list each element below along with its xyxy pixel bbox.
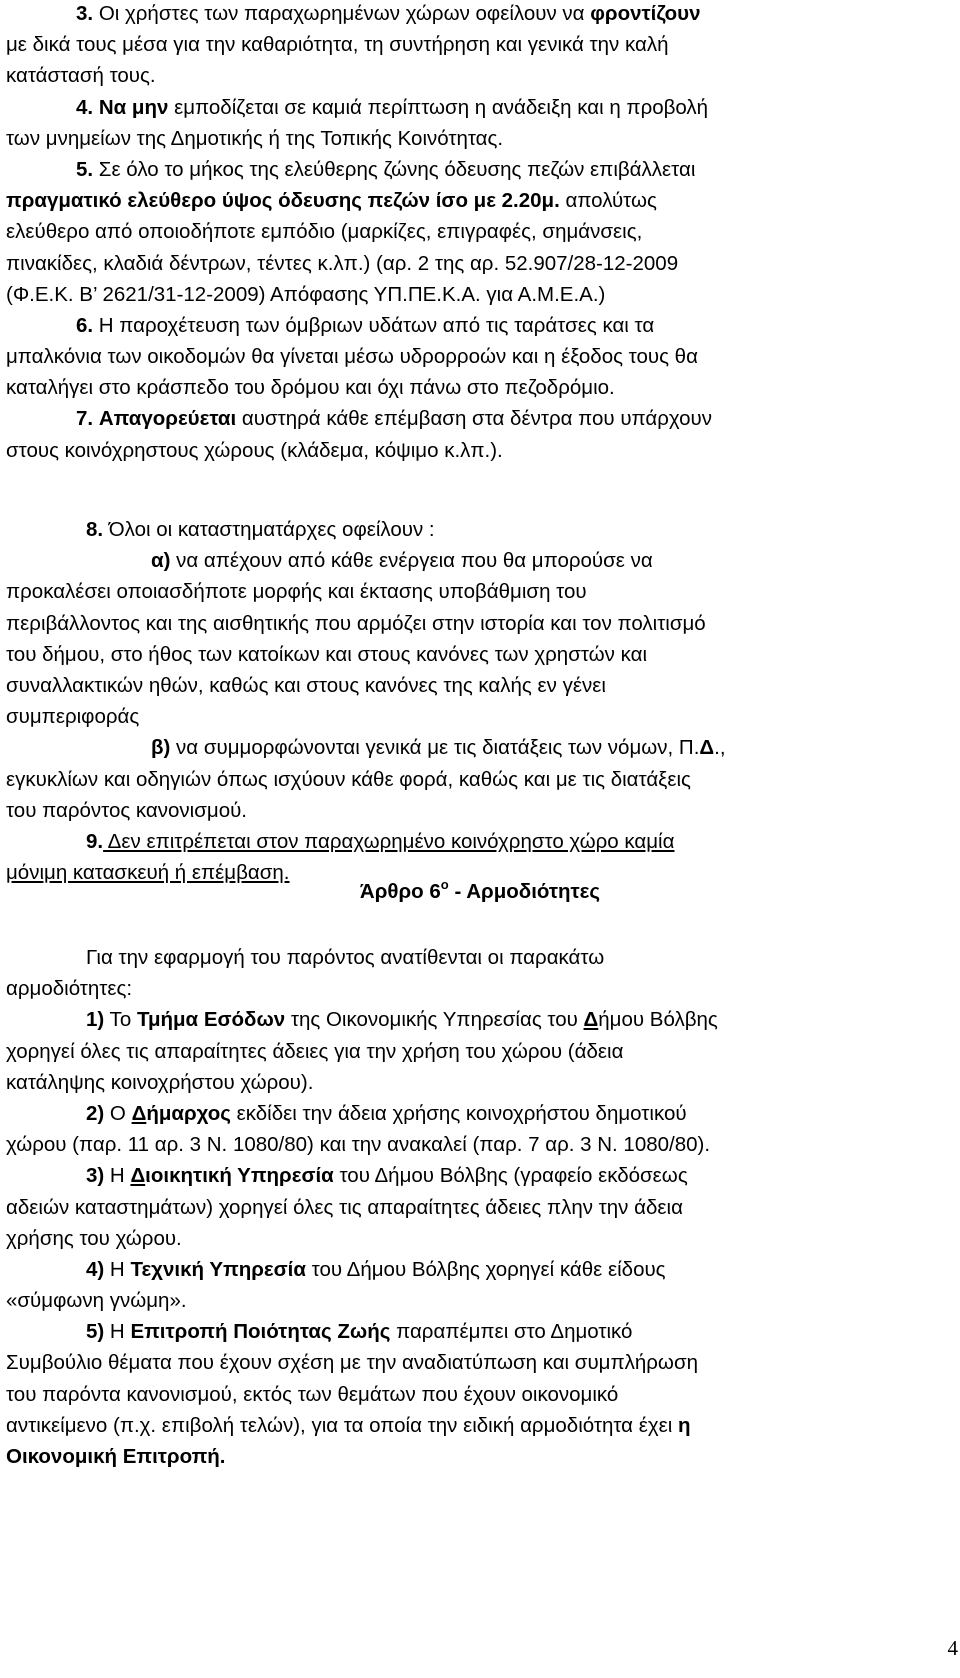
item-5-line: (Φ.Ε.Κ. Β’ 2621/31-12-2009) Απόφασης ΥΠ.ΠΕ.Κ.Α. για Α.Μ.Ε.Α.) [6, 282, 606, 306]
item-number: 6. [76, 313, 94, 337]
duty-number: 3) [86, 1164, 105, 1188]
item-8-alpha-line: α) να απέχουν από κάθε ενέργεια που θα μπορούσε να [151, 549, 653, 573]
duty-1-line: κατάληψης κοινοχρήστου χώρου). [6, 1070, 314, 1094]
item-number: 7. [76, 407, 94, 431]
regulation-items-3-7 [6, 0, 946, 466]
duty-2-line: 2) Ο Δήμαρχος εκδίδει την άδεια χρήσης κοινοχρήστου δημοτικού [86, 1101, 687, 1125]
duty-number: 5) [86, 1320, 105, 1344]
duty-number: 2) [86, 1101, 105, 1125]
item-3-line: 3. Οι χρήστες των παραχωρημένων χώρων οφείλουν να φροντίζουν [76, 2, 701, 25]
item-number: 4. [76, 95, 94, 119]
duty-4-line: 4) Η Τεχνική Υπηρεσία του Δήμου Βόλβης χορηγεί κάθε είδους [86, 1257, 666, 1281]
duty-3-line: 3) Η Διοικητική Υπηρεσία του Δήμου Βόλβης (γραφείο εκδόσεως [86, 1164, 688, 1188]
item-8-alpha-line: του δήμου, στο ήθος των κατοίκων και στους κανόνες των χρηστών και [6, 642, 648, 666]
item-5-line: ελεύθερο από οποιοδήποτε εμπόδιο (μαρκίζες, επιγραφές, σημάνσεις, [6, 220, 643, 244]
duty-5-line: Οικονομική Επιτροπή. [6, 1445, 226, 1468]
duty-1-line: 1) Το Τμήμα Εσόδων της Οικονομικής Υπηρεσίας του Δήμου Βόλβης [86, 1008, 718, 1032]
item-3-line: με δικά τους μέσα για την καθαριότητα, τη συντήρηση και γενικά την καλή [6, 33, 669, 57]
item-9-line: 9. Δεν επιτρέπεται στον παραχωρημένο κοινόχρηστο χώρο καμία [86, 829, 675, 853]
item-5-line: πραγματικό ελεύθερο ύψος όδευσης πεζών ίσο με 2.20μ. απολύτως [6, 189, 657, 213]
item-number: 5. [76, 157, 94, 181]
item-7-line: στους κοινόχρηστους χώρους (κλάδεμα, κόψιμο κ.λπ.). [6, 438, 503, 462]
item-5-line: 5. Σε όλο το μήκος της ελεύθερης ζώνης όδευσης πεζών επιβάλλεται [76, 157, 696, 181]
item-number: 3. [76, 2, 94, 25]
item-3-line: κατάστασή τους. [6, 64, 156, 88]
item-8-alpha-line: περιβάλλοντος και της αισθητικής που αρμόζει στην ιστορία και τον πολιτισμό [6, 611, 706, 635]
item-9-line: μόνιμη κατασκευή ή επέμβαση. [6, 861, 290, 885]
item-5-line: πινακίδες, κλαδιά δέντρων, τέντες κ.λπ.) (αρ. 2 της αρ. 52.907/28-12-2009 [6, 251, 679, 275]
duty-5-line: 5) Η Επιτροπή Ποιότητας Ζωής παραπέμπει στο Δημοτικό [86, 1320, 633, 1344]
duty-5-line: αντικείμενο (π.χ. επιβολή τελών), για τα οποία την ειδική αρμοδιότητα έχει η [6, 1413, 691, 1437]
duty-4-line: «σύμφωνη γνώμη». [6, 1289, 187, 1313]
item-6-line: καταλήγει στο κράσπεδο του δρόμου και όχι πάνω στο πεζοδρόμιο. [6, 376, 615, 400]
item-6-line: 6. Η παροχέτευση των όμβριων υδάτων από τις ταράτσες και τα [76, 313, 655, 337]
intro-line: Για την εφαρμογή του παρόντος ανατίθενται οι παρακάτω [86, 946, 605, 969]
page-number: 4 [947, 1636, 958, 1660]
intro-line: αρμοδιότητες: [6, 977, 133, 1001]
duty-number: 4) [86, 1257, 105, 1281]
item-8-beta-line: β) να συμμορφώνονται γενικά με τις διατάξεις των νόμων, Π.Δ., [151, 736, 726, 760]
item-8-alpha-line: συμπεριφοράς [6, 705, 140, 729]
item-8-alpha-line: συναλλακτικών ηθών, καθώς και στους κανόνες της καλής εν γένει [6, 673, 606, 697]
regulation-items-8-9 [6, 514, 946, 888]
duty-number: 1) [86, 1008, 105, 1032]
duty-1-line: χορηγεί όλες τις απαραίτητες άδειες για την χρήση του χώρου (άδεια [6, 1039, 624, 1063]
duty-2-line: χώρου (παρ. 11 αρ. 3 Ν. 1080/80) και την ανακαλεί (παρ. 7 αρ. 3 Ν. 1080/80). [6, 1133, 711, 1157]
item-8-line: 8. Όλοι οι καταστηματάρχες οφείλουν : [86, 518, 435, 541]
item-8-beta-line: του παρόντος κανονισμού. [6, 798, 247, 822]
item-4-line: 4. Να μην εμποδίζεται σε καμιά περίπτωση η ανάδειξη και η προβολή [76, 95, 709, 119]
item-4-line: των μνημείων της Δημοτικής ή της Τοπικής Κοινότητας. [6, 126, 504, 150]
duty-5-line: του παρόντα κανονισμού, εκτός των θεμάτων που έχουν οικονομικό [6, 1382, 619, 1406]
duty-3-line: χρήσης του χώρου. [6, 1226, 182, 1250]
duty-3-line: αδειών καταστημάτων) χορηγεί όλες τις απαραίτητες άδειες πλην την άδεια [6, 1195, 683, 1219]
article-heading: Άρθρο $6^o$ - Αρμοδιότητες [359, 877, 601, 903]
item-6-line: μπαλκόνια των οικοδομών θα γίνεται μέσω υδρορροών και η έξοδος τους θα [6, 345, 698, 369]
item-number: 8. [86, 518, 104, 541]
item-8-alpha-line: προκαλέσει οποιασδήποτε μορφής και έκτασης υποβάθμιση του [6, 580, 587, 604]
item-7-line: 7. Απαγορεύεται αυστηρά κάθε επέμβαση στα δέντρα που υπάρχουν [76, 407, 712, 431]
item-8-beta-line: εγκυκλίων και οδηγιών όπως ισχύουν κάθε φορά, καθώς και με τις διατάξεις [6, 767, 691, 791]
duties-section [6, 942, 946, 1472]
duty-5-line: Συμβούλιο θέματα που έχουν σχέση με την αναδιατύπωση και συμπλήρωση [6, 1351, 698, 1375]
item-number: 9. [86, 829, 104, 853]
